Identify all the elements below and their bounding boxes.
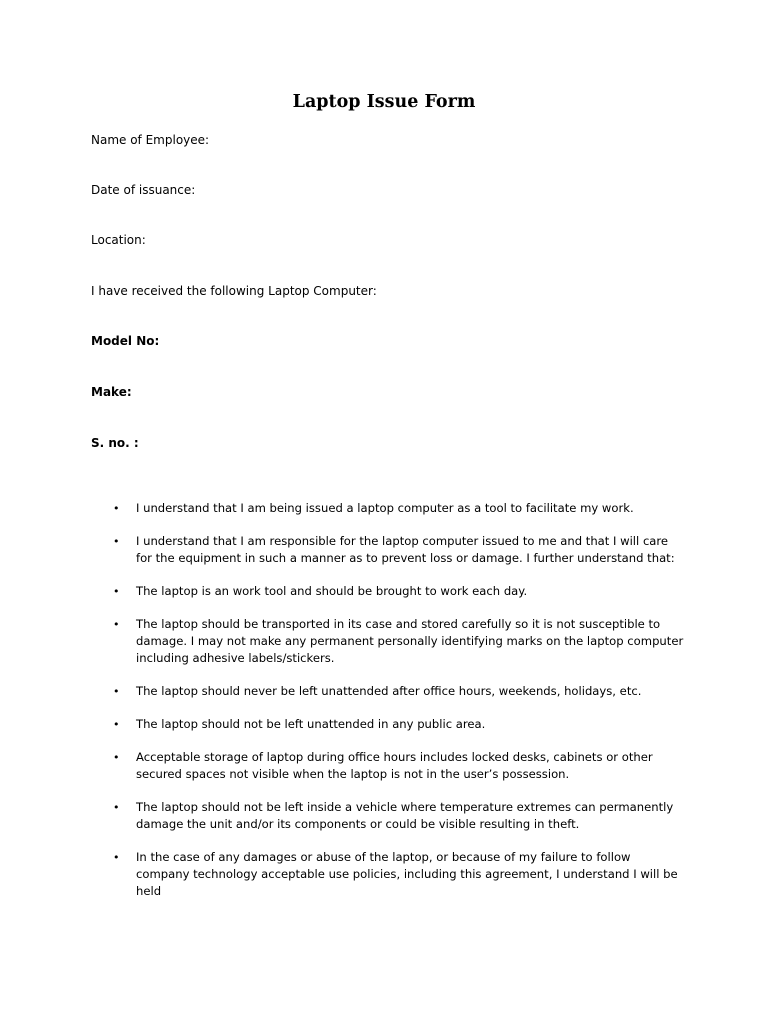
terms-bullet-item xyxy=(0,799,768,833)
bullet-text: The laptop should not be left unattended in any public area. xyxy=(136,717,486,731)
bullet-icon: • xyxy=(113,585,120,598)
bullet-icon: • xyxy=(113,618,120,631)
bullet-text: The laptop should not be left inside a vehicle where temperature extremes can permanently damage the unit and/or its components or could be visible resulting in theft. xyxy=(136,800,674,831)
location-label: Location: xyxy=(91,233,146,247)
model-no-label: Model No: xyxy=(91,334,160,348)
bullet-icon: • xyxy=(113,851,120,864)
bullet-icon: • xyxy=(113,801,120,814)
bullet-text: I understand that I am being issued a laptop computer as a tool to facilitate my work. xyxy=(136,501,634,515)
terms-bullet-item xyxy=(0,533,768,567)
page-title: Laptop Issue Form xyxy=(292,92,476,112)
make-label: Make: xyxy=(91,385,132,399)
terms-bullet-item xyxy=(0,616,768,667)
terms-bullet-item xyxy=(0,583,768,600)
terms-bullet-item xyxy=(0,716,768,733)
serial-no-label: S. no. : xyxy=(91,436,139,450)
bullet-text: Acceptable storage of laptop during office hours includes locked desks, cabinets or other secured spaces not visible when the laptop is not in the user’s possession. xyxy=(136,750,653,781)
terms-bullet-list xyxy=(0,500,768,916)
bullet-text: The laptop is an work tool and should be brought to work each day. xyxy=(136,584,528,598)
bullet-text: The laptop should be transported in its case and stored carefully so it is not susceptible to damage. I may not make any permanent personally identifying marks on the laptop computer including adhesive labels/stickers. xyxy=(136,617,684,665)
bullet-icon: • xyxy=(113,718,120,731)
terms-bullet-item xyxy=(0,683,768,700)
bullet-icon: • xyxy=(113,685,120,698)
bullet-text: The laptop should never be left unattended after office hours, weekends, holidays, etc. xyxy=(136,684,642,698)
terms-bullet-item xyxy=(0,849,768,900)
bullet-text: I understand that I am responsible for the laptop computer issued to me and that I will care for the equipment in such a manner as to prevent loss or damage. I further understand that: xyxy=(136,534,675,565)
issuance-date-label: Date of issuance: xyxy=(91,183,196,197)
bullet-icon: • xyxy=(113,751,120,764)
bullet-icon: • xyxy=(113,502,120,515)
employee-name-label: Name of Employee: xyxy=(91,133,210,147)
received-statement: I have received the following Laptop Computer: xyxy=(91,284,377,298)
bullet-text: In the case of any damages or abuse of the laptop, or because of my failure to follow company technology acceptable use policies, including this agreement, I understand I will be held xyxy=(136,850,678,898)
terms-bullet-item xyxy=(0,500,768,517)
bullet-icon: • xyxy=(113,535,120,548)
terms-bullet-item xyxy=(0,749,768,783)
